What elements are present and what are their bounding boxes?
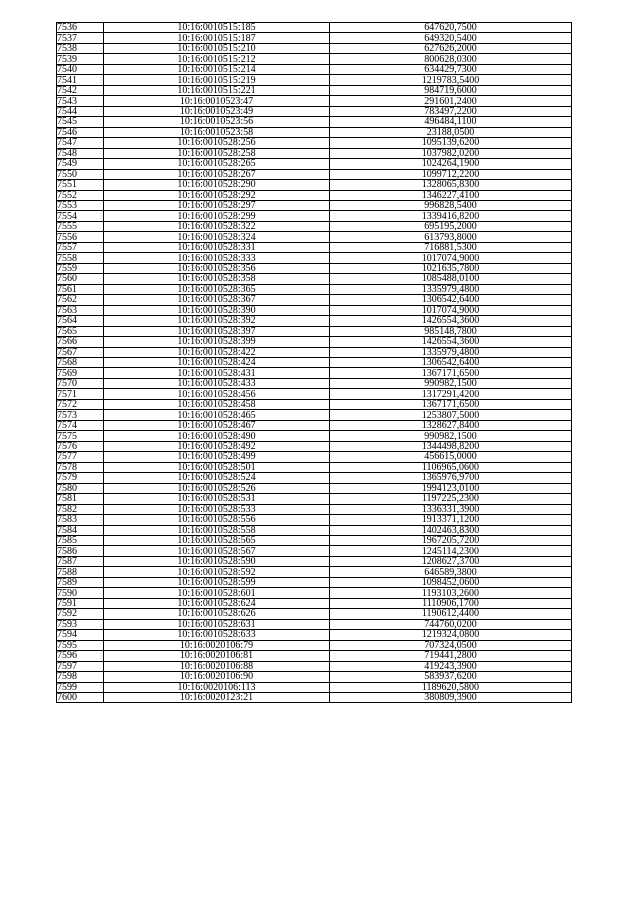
cadastral-number-cell: 10:16:0010515:221 <box>104 85 330 95</box>
table-row <box>57 106 572 116</box>
row-number-cell: 7579 <box>57 473 104 483</box>
cadastral-number-cell: 10:16:0010528:290 <box>104 180 330 190</box>
value-cell: 707324,0500 <box>330 640 572 650</box>
cadastral-number-cell: 10:16:0010528:292 <box>104 190 330 200</box>
cadastral-number-cell: 10:16:0010528:258 <box>104 148 330 158</box>
cadastral-number-cell: 10:16:0010528:565 <box>104 535 330 545</box>
row-number-cell: 7545 <box>57 117 104 127</box>
value-cell: 1367171,6500 <box>330 368 572 378</box>
table-row <box>57 85 572 95</box>
table-row <box>57 525 572 535</box>
table-row <box>57 347 572 357</box>
cadastral-number-cell: 10:16:0010528:624 <box>104 598 330 608</box>
value-cell: 1219783,5400 <box>330 75 572 85</box>
table-row <box>57 441 572 451</box>
cadastral-number-cell: 10:16:0010528:490 <box>104 431 330 441</box>
value-cell: 1021635,7800 <box>330 263 572 273</box>
cadastral-number-cell: 10:16:0010528:556 <box>104 515 330 525</box>
row-number-cell: 7561 <box>57 284 104 294</box>
value-cell: 1335979,4800 <box>330 284 572 294</box>
table-row <box>57 232 572 242</box>
cadastral-number-cell: 10:16:0010528:390 <box>104 305 330 315</box>
row-number-cell: 7581 <box>57 494 104 504</box>
value-cell: 1024264,1900 <box>330 159 572 169</box>
value-cell: 1085488,0100 <box>330 274 572 284</box>
value-cell: 1306542,6400 <box>330 358 572 368</box>
cadastral-number-cell: 10:16:0010528:467 <box>104 420 330 430</box>
row-number-cell: 7540 <box>57 64 104 74</box>
cadastral-number-cell: 10:16:0010528:631 <box>104 619 330 629</box>
table-row <box>57 242 572 252</box>
table-row <box>57 682 572 692</box>
value-cell: 1335979,4800 <box>330 347 572 357</box>
value-cell: 990982,1500 <box>330 378 572 388</box>
value-cell: 1994123,0100 <box>330 483 572 493</box>
table-row <box>57 96 572 106</box>
cadastral-number-cell: 10:16:0010528:601 <box>104 588 330 598</box>
table-row <box>57 284 572 294</box>
table-row <box>57 316 572 326</box>
value-cell: 647620,7500 <box>330 23 572 33</box>
cadastral-number-cell: 10:16:0010528:399 <box>104 337 330 347</box>
cadastral-number-cell: 10:16:0010523:49 <box>104 106 330 116</box>
cadastral-number-cell: 10:16:0010528:392 <box>104 316 330 326</box>
cadastral-number-cell: 10:16:0010528:456 <box>104 389 330 399</box>
table-row <box>57 368 572 378</box>
table-row <box>57 190 572 200</box>
row-number-cell: 7555 <box>57 221 104 231</box>
row-number-cell: 7566 <box>57 337 104 347</box>
value-cell: 1110906,1700 <box>330 598 572 608</box>
table-row <box>57 295 572 305</box>
table-row <box>57 452 572 462</box>
row-number-cell: 7565 <box>57 326 104 336</box>
value-cell: 1208627,3700 <box>330 556 572 566</box>
value-cell: 1967205,7200 <box>330 535 572 545</box>
row-number-cell: 7582 <box>57 504 104 514</box>
row-number-cell: 7594 <box>57 630 104 640</box>
cadastral-number-cell: 10:16:0020123:21 <box>104 693 330 703</box>
row-number-cell: 7580 <box>57 483 104 493</box>
row-number-cell: 7553 <box>57 200 104 210</box>
value-cell: 1367171,6500 <box>330 399 572 409</box>
table-row <box>57 473 572 483</box>
value-cell: 1219324,0800 <box>330 630 572 640</box>
value-cell: 996828,5400 <box>330 200 572 210</box>
cadastral-number-cell: 10:16:0010528:558 <box>104 525 330 535</box>
value-cell: 380809,3900 <box>330 693 572 703</box>
value-cell: 1095139,6200 <box>330 138 572 148</box>
cadastral-number-cell: 10:16:0010528:267 <box>104 169 330 179</box>
row-number-cell: 7549 <box>57 159 104 169</box>
cadastral-number-cell: 10:16:0010528:397 <box>104 326 330 336</box>
table-row <box>57 619 572 629</box>
cadastral-number-cell: 10:16:0010528:431 <box>104 368 330 378</box>
cadastral-number-cell: 10:16:0010528:422 <box>104 347 330 357</box>
value-cell: 985148,7800 <box>330 326 572 336</box>
table-row <box>57 588 572 598</box>
cadastral-number-cell: 10:16:0010528:333 <box>104 253 330 263</box>
value-cell: 627626,2000 <box>330 43 572 53</box>
row-number-cell: 7575 <box>57 431 104 441</box>
table-row <box>57 556 572 566</box>
cadastral-number-cell: 10:16:0010528:533 <box>104 504 330 514</box>
cadastral-number-cell: 10:16:0010528:626 <box>104 609 330 619</box>
table-row <box>57 180 572 190</box>
row-number-cell: 7585 <box>57 535 104 545</box>
row-number-cell: 7597 <box>57 661 104 671</box>
cadastral-number-cell: 10:16:0010528:599 <box>104 577 330 587</box>
row-number-cell: 7557 <box>57 242 104 252</box>
cadastral-number-cell: 10:16:0010528:322 <box>104 221 330 231</box>
cadastral-number-cell: 10:16:0010528:531 <box>104 494 330 504</box>
row-number-cell: 7564 <box>57 316 104 326</box>
table-row <box>57 33 572 43</box>
value-cell: 1037982,0200 <box>330 148 572 158</box>
cadastral-number-cell: 10:16:0010528:265 <box>104 159 330 169</box>
table-row <box>57 23 572 33</box>
table-row <box>57 546 572 556</box>
value-cell: 1344498,8200 <box>330 441 572 451</box>
row-number-cell: 7598 <box>57 672 104 682</box>
cadastral-number-cell: 10:16:0010515:219 <box>104 75 330 85</box>
table-row <box>57 169 572 179</box>
cadastral-number-cell: 10:16:0010528:297 <box>104 200 330 210</box>
cadastral-number-cell: 10:16:0010528:367 <box>104 295 330 305</box>
value-cell: 1099712,2200 <box>330 169 572 179</box>
cadastral-number-cell: 10:16:0010528:256 <box>104 138 330 148</box>
row-number-cell: 7569 <box>57 368 104 378</box>
table-row <box>57 159 572 169</box>
row-number-cell: 7539 <box>57 54 104 64</box>
value-cell: 783497,2200 <box>330 106 572 116</box>
cadastral-number-cell: 10:16:0010528:424 <box>104 358 330 368</box>
row-number-cell: 7554 <box>57 211 104 221</box>
table-row <box>57 148 572 158</box>
cadastral-number-cell: 10:16:0020106:79 <box>104 640 330 650</box>
value-cell: 744760,0200 <box>330 619 572 629</box>
table-row <box>57 693 572 703</box>
value-cell: 1426554,3600 <box>330 337 572 347</box>
cadastral-number-cell: 10:16:0010528:331 <box>104 242 330 252</box>
row-number-cell: 7536 <box>57 23 104 33</box>
row-number-cell: 7537 <box>57 33 104 43</box>
cadastral-number-cell: 10:16:0010528:492 <box>104 441 330 451</box>
cadastral-number-cell: 10:16:0010515:214 <box>104 64 330 74</box>
value-cell: 1913371,1200 <box>330 515 572 525</box>
row-number-cell: 7600 <box>57 693 104 703</box>
cadastral-number-cell: 10:16:0010528:356 <box>104 263 330 273</box>
table-row <box>57 504 572 514</box>
cadastral-number-cell: 10:16:0010528:324 <box>104 232 330 242</box>
table-row <box>57 117 572 127</box>
table-row <box>57 567 572 577</box>
value-cell: 1336331,3900 <box>330 504 572 514</box>
cadastral-number-cell: 10:16:0010528:499 <box>104 452 330 462</box>
table-row <box>57 274 572 284</box>
value-cell: 695195,2000 <box>330 221 572 231</box>
value-cell: 613793,8000 <box>330 232 572 242</box>
row-number-cell: 7556 <box>57 232 104 242</box>
value-cell: 800628,0300 <box>330 54 572 64</box>
table-row <box>57 535 572 545</box>
table-body <box>57 23 572 703</box>
row-number-cell: 7563 <box>57 305 104 315</box>
row-number-cell: 7595 <box>57 640 104 650</box>
value-cell: 1189620,5800 <box>330 682 572 692</box>
value-cell: 1426554,3600 <box>330 316 572 326</box>
value-cell: 1017074,9000 <box>330 253 572 263</box>
cadastral-number-cell: 10:16:0010515:210 <box>104 43 330 53</box>
cadastral-number-cell: 10:16:0010515:187 <box>104 33 330 43</box>
table-row <box>57 127 572 137</box>
cadastral-number-cell: 10:16:0010528:526 <box>104 483 330 493</box>
cadastral-number-cell: 10:16:0010528:365 <box>104 284 330 294</box>
row-number-cell: 7571 <box>57 389 104 399</box>
table-row <box>57 640 572 650</box>
table-row <box>57 483 572 493</box>
row-number-cell: 7576 <box>57 441 104 451</box>
value-cell: 1098452,0600 <box>330 577 572 587</box>
value-cell: 1346227,4100 <box>330 190 572 200</box>
table-row <box>57 399 572 409</box>
row-number-cell: 7570 <box>57 378 104 388</box>
row-number-cell: 7543 <box>57 96 104 106</box>
cadastral-number-cell: 10:16:0010528:633 <box>104 630 330 640</box>
table-row <box>57 200 572 210</box>
row-number-cell: 7551 <box>57 180 104 190</box>
table-row <box>57 64 572 74</box>
cadastral-number-cell: 10:16:0020106:90 <box>104 672 330 682</box>
table-row <box>57 326 572 336</box>
table-row <box>57 305 572 315</box>
cadastral-number-cell: 10:16:0010528:433 <box>104 378 330 388</box>
value-cell: 1328065,8300 <box>330 180 572 190</box>
row-number-cell: 7541 <box>57 75 104 85</box>
value-cell: 291601,2400 <box>330 96 572 106</box>
cadastral-number-cell: 10:16:0010528:592 <box>104 567 330 577</box>
table-row <box>57 420 572 430</box>
table-row <box>57 221 572 231</box>
value-cell: 1253807,5000 <box>330 410 572 420</box>
row-number-cell: 7584 <box>57 525 104 535</box>
table-row <box>57 577 572 587</box>
row-number-cell: 7577 <box>57 452 104 462</box>
value-cell: 634429,7300 <box>330 64 572 74</box>
value-cell: 1317291,4200 <box>330 389 572 399</box>
row-number-cell: 7599 <box>57 682 104 692</box>
table-row <box>57 494 572 504</box>
row-number-cell: 7573 <box>57 410 104 420</box>
value-cell: 583937,6200 <box>330 672 572 682</box>
row-number-cell: 7547 <box>57 138 104 148</box>
value-cell: 1190612,4400 <box>330 609 572 619</box>
row-number-cell: 7562 <box>57 295 104 305</box>
value-cell: 719441,2800 <box>330 651 572 661</box>
value-cell: 456615,0000 <box>330 452 572 462</box>
cadastral-number-cell: 10:16:0010523:56 <box>104 117 330 127</box>
table-row <box>57 672 572 682</box>
table-row <box>57 378 572 388</box>
table-row <box>57 75 572 85</box>
cadastral-number-cell: 10:16:0010528:590 <box>104 556 330 566</box>
table-row <box>57 651 572 661</box>
row-number-cell: 7538 <box>57 43 104 53</box>
value-cell: 646589,3800 <box>330 567 572 577</box>
table-row <box>57 211 572 221</box>
table-row <box>57 609 572 619</box>
table-row <box>57 410 572 420</box>
cadastral-number-cell: 10:16:0010528:524 <box>104 473 330 483</box>
row-number-cell: 7550 <box>57 169 104 179</box>
value-cell: 1402463,8300 <box>330 525 572 535</box>
row-number-cell: 7542 <box>57 85 104 95</box>
row-number-cell: 7583 <box>57 515 104 525</box>
row-number-cell: 7590 <box>57 588 104 598</box>
row-number-cell: 7548 <box>57 148 104 158</box>
cadastral-number-cell: 10:16:0020106:113 <box>104 682 330 692</box>
value-cell: 1306542,6400 <box>330 295 572 305</box>
table-row <box>57 337 572 347</box>
row-number-cell: 7593 <box>57 619 104 629</box>
cadastral-number-cell: 10:16:0010523:58 <box>104 127 330 137</box>
row-number-cell: 7544 <box>57 106 104 116</box>
row-number-cell: 7574 <box>57 420 104 430</box>
value-cell: 990982,1500 <box>330 431 572 441</box>
value-cell: 1017074,9000 <box>330 305 572 315</box>
row-number-cell: 7558 <box>57 253 104 263</box>
value-cell: 1106965,0600 <box>330 462 572 472</box>
value-cell: 1245114,2300 <box>330 546 572 556</box>
value-cell: 1197225,2300 <box>330 494 572 504</box>
row-number-cell: 7559 <box>57 263 104 273</box>
table-row <box>57 389 572 399</box>
cadastral-number-cell: 10:16:0010528:358 <box>104 274 330 284</box>
value-cell: 1328627,8400 <box>330 420 572 430</box>
table-row <box>57 598 572 608</box>
cadastral-number-cell: 10:16:0010523:47 <box>104 96 330 106</box>
value-cell: 496484,1100 <box>330 117 572 127</box>
cadastral-number-cell: 10:16:0010528:299 <box>104 211 330 221</box>
row-number-cell: 7546 <box>57 127 104 137</box>
row-number-cell: 7552 <box>57 190 104 200</box>
cadastral-number-cell: 10:16:0010528:458 <box>104 399 330 409</box>
cadastral-number-cell: 10:16:0010528:501 <box>104 462 330 472</box>
row-number-cell: 7568 <box>57 358 104 368</box>
row-number-cell: 7589 <box>57 577 104 587</box>
table-row <box>57 43 572 53</box>
table-row <box>57 253 572 263</box>
row-number-cell: 7592 <box>57 609 104 619</box>
cadastral-number-cell: 10:16:0010515:185 <box>104 23 330 33</box>
cadastral-number-cell: 10:16:0010528:465 <box>104 410 330 420</box>
row-number-cell: 7591 <box>57 598 104 608</box>
value-cell: 984719,6000 <box>330 85 572 95</box>
value-cell: 716881,5300 <box>330 242 572 252</box>
cadastral-number-cell: 10:16:0010515:212 <box>104 54 330 64</box>
cadastral-number-cell: 10:16:0020106:81 <box>104 651 330 661</box>
row-number-cell: 7596 <box>57 651 104 661</box>
table-row <box>57 661 572 671</box>
table-row <box>57 462 572 472</box>
row-number-cell: 7567 <box>57 347 104 357</box>
row-number-cell: 7572 <box>57 399 104 409</box>
cadastral-number-cell: 10:16:0010528:567 <box>104 546 330 556</box>
value-cell: 1339416,8200 <box>330 211 572 221</box>
row-number-cell: 7560 <box>57 274 104 284</box>
row-number-cell: 7587 <box>57 556 104 566</box>
value-cell: 1193103,2600 <box>330 588 572 598</box>
table-row <box>57 431 572 441</box>
table-row <box>57 138 572 148</box>
row-number-cell: 7578 <box>57 462 104 472</box>
table-row <box>57 358 572 368</box>
table-row <box>57 515 572 525</box>
value-cell: 419243,3900 <box>330 661 572 671</box>
row-number-cell: 7586 <box>57 546 104 556</box>
table-row <box>57 630 572 640</box>
value-cell: 23188,0500 <box>330 127 572 137</box>
value-cell: 649320,5400 <box>330 33 572 43</box>
value-cell: 1365976,9700 <box>330 473 572 483</box>
table-row <box>57 54 572 64</box>
data-table <box>56 22 572 703</box>
table-row <box>57 263 572 273</box>
cadastral-number-cell: 10:16:0020106:88 <box>104 661 330 671</box>
row-number-cell: 7588 <box>57 567 104 577</box>
